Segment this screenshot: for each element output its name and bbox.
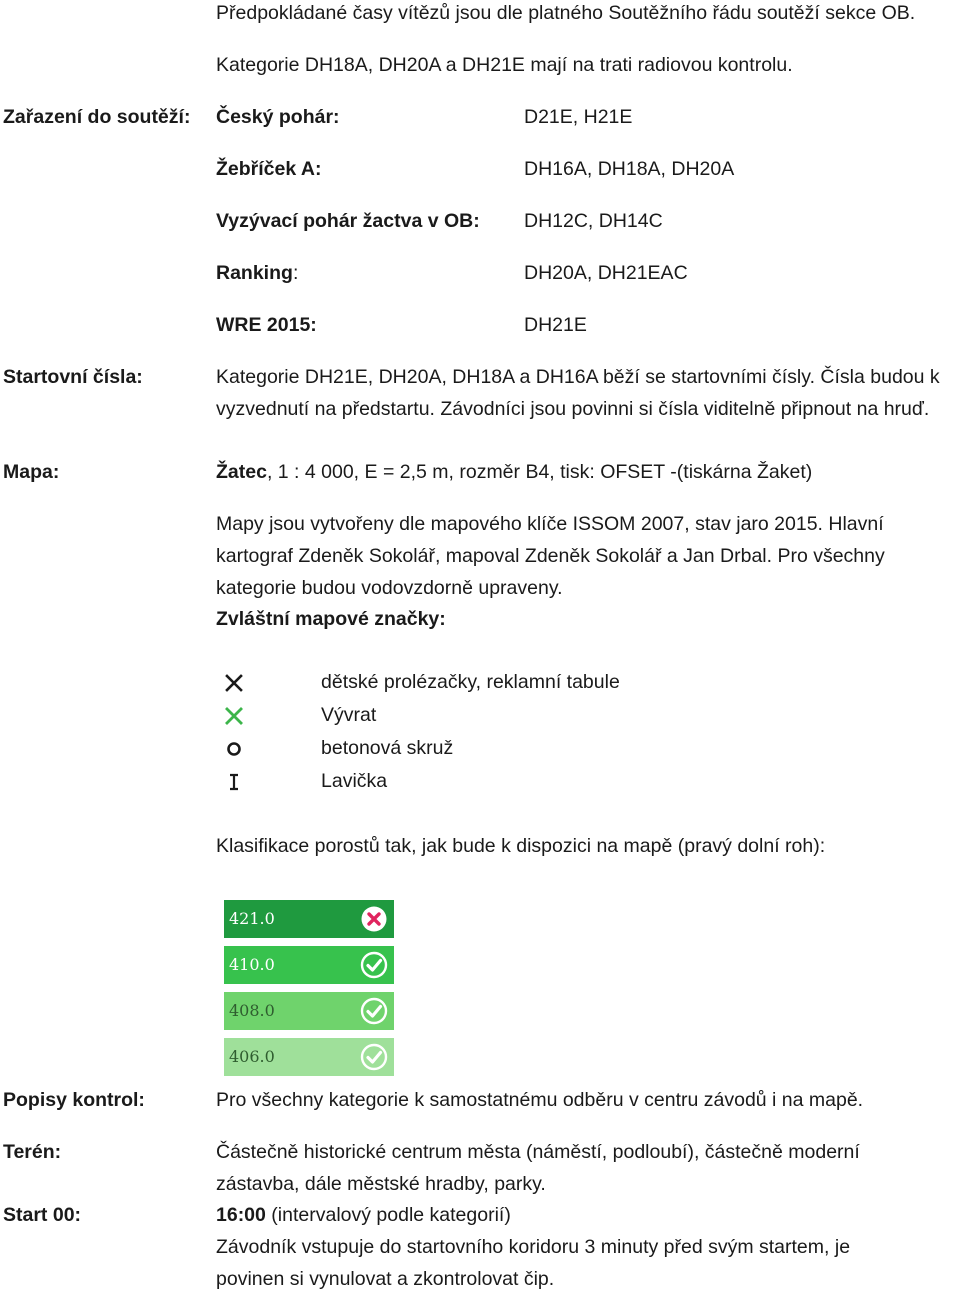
intro-line-2: Kategorie DH18A, DH20A a DH21E mají na trati radiovou kontrolu. [216, 54, 793, 76]
black-cross-icon [222, 671, 246, 695]
special-symbols-title: Zvláštní mapové značky: [216, 608, 446, 630]
competition-name-cesky-pohar: Český pohár: [216, 106, 340, 128]
check-icon [360, 1043, 388, 1071]
start-time: 16:00 [216, 1204, 266, 1226]
green-cross-icon [222, 704, 246, 728]
competition-value-vyzyvaci-pohar: DH12C, DH14C [524, 210, 663, 232]
intro-line-1: Předpokládané časy vítězů jsou dle platného Soutěžního řádu soutěží sekce OB. [216, 2, 916, 24]
vegetation-code: 410.0 [229, 955, 275, 974]
terrain-label: Terén: [3, 1141, 62, 1163]
check-icon [360, 951, 388, 979]
vegetation-code: 421.0 [229, 909, 275, 928]
competition-name-wre: WRE 2015: [216, 314, 317, 336]
start-time-line [216, 1199, 511, 1231]
symbol-label-playground: dětské prolézačky, reklamní tabule [321, 671, 620, 693]
i-beam-icon [222, 770, 246, 794]
start-numbers-text: Kategorie DH21E, DH20A, DH18A a DH16A běží se startovními čísly. Čísla budou k vyzvednutí na předstartu. Závodníci jsou povinni si čísla viditelně připnout na hruď. [216, 366, 940, 420]
start-instructions: Závodník vstupuje do startovního koridoru 3 minuty před svým startem, je povinen si vynulovat a zkontrolovat čip. [216, 1236, 851, 1290]
competition-name-ranking [216, 257, 298, 289]
vegetation-row-408 [224, 992, 394, 1030]
control-descriptions-text: Pro všechny kategorie k samostatnému odběru v centru závodů i na mapě. [216, 1089, 864, 1111]
competition-value-zebricek-a: DH16A, DH18A, DH20A [524, 158, 735, 180]
vegetation-row-421 [224, 900, 394, 938]
vegetation-row-406 [224, 1038, 394, 1076]
ranking-colon: : [292, 262, 299, 284]
vegetation-intro: Klasifikace porostů tak, jak bude k dispozici na mapě (pravý dolní roh): [216, 835, 826, 857]
competition-value-wre: DH21E [524, 314, 587, 336]
terrain-text: Částečně historické centrum města (náměstí, podloubí), částečně moderní zástavba, dále městské hradby, parky. [216, 1141, 860, 1195]
symbol-label-bench: Lavička [321, 770, 388, 792]
vegetation-code: 408.0 [229, 1001, 275, 1020]
start-time-note: (intervalový podle kategorií) [265, 1204, 511, 1226]
map-name: Žatec [216, 461, 267, 483]
symbol-label-uprooted-tree: Vývrat [321, 704, 377, 726]
map-label: Mapa: [3, 461, 60, 483]
vegetation-code: 406.0 [229, 1047, 275, 1066]
symbol-label-concrete-ring: betonová skruž [321, 737, 454, 759]
map-specs: , 1 : 4 000, E = 2,5 m, rozměr B4, tisk: OFSET -(tiskárna Žaket) [266, 461, 813, 483]
ranking-label: Ranking [216, 262, 293, 284]
competition-value-cesky-pohar: D21E, H21E [524, 106, 633, 128]
competition-name-vyzyvaci-pohar: Vyzývací pohár žactva v OB: [216, 210, 480, 232]
start-numbers-label: Startovní čísla: [3, 366, 143, 388]
competition-label: Zařazení do soutěží: [3, 106, 191, 128]
control-descriptions-label: Popisy kontrol: [3, 1089, 145, 1111]
vegetation-row-410 [224, 946, 394, 984]
map-description: Mapy jsou vytvořeny dle mapového klíče ISSOM 2007, stav jaro 2015. Hlavní kartograf Zdeněk Sokolář, mapoval Zdeněk Sokolář a Jan Drbal. Pro všechny kategorie budou vodovzdorně upraveny. [216, 513, 885, 599]
map-details [216, 456, 812, 488]
circle-icon [222, 737, 246, 761]
competition-value-ranking: DH20A, DH21EAC [524, 262, 688, 284]
check-icon [360, 997, 388, 1025]
start-label: Start 00: [3, 1204, 82, 1226]
forbidden-icon [360, 905, 388, 933]
competition-name-zebricek-a: Žebříček A: [216, 158, 322, 180]
